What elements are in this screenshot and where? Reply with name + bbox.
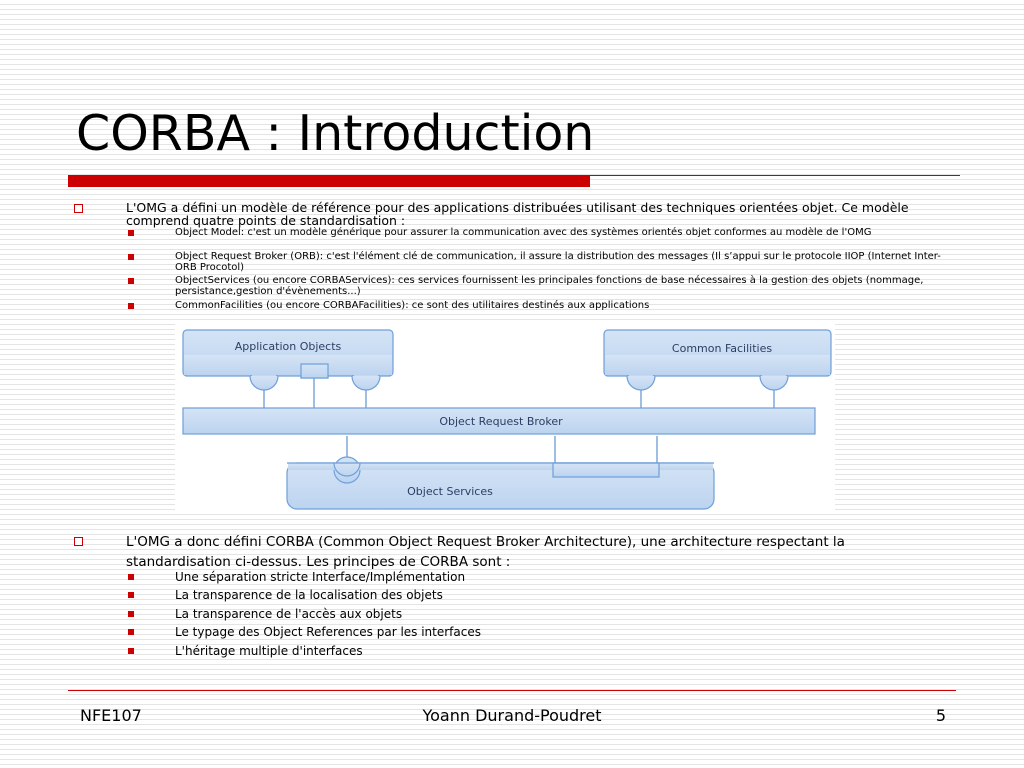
facility-box-fill <box>605 355 830 375</box>
principles-bullet-text: L'OMG a donc défini CORBA (Common Object Request Broker Architecture), une architecture respectant la standardisation ci-dessus. Les principes de CORBA sont : <box>126 534 845 570</box>
filled-square-bullet-icon <box>128 574 134 580</box>
title-rule-thin <box>590 175 960 176</box>
filled-square-bullet-icon <box>128 303 134 309</box>
principle-item: Le typage des Object References par les interfaces <box>175 625 481 639</box>
principle-item: La transparence de la localisation des objets <box>175 588 443 602</box>
filled-square-bullet-icon <box>128 592 134 598</box>
footer-rule <box>68 690 956 691</box>
footer-course-code: NFE107 <box>80 706 142 725</box>
slide-title: CORBA : Introduction <box>76 105 595 162</box>
filled-square-bullet-icon <box>128 278 134 284</box>
intro-item-common-facilities: CommonFacilities (ou encore CORBAFacilities): ce sont des utilitaires destinés aux applications <box>175 300 650 311</box>
filled-square-bullet-icon <box>128 611 134 617</box>
oma-diagram-svg <box>175 322 835 512</box>
footer-page-number: 5 <box>935 706 946 725</box>
intro-item-orb: Object Request Broker (ORB): c'est l'élément clé de communication, il assure la distribution des messages (Il s’appui sur le protocole IIOP (Internet Inter-ORB Procotol) <box>175 251 941 273</box>
object-services-label: Object Services <box>407 485 493 498</box>
principle-item: La transparence de l'accès aux objets <box>175 607 403 621</box>
square-bullet-icon <box>74 537 83 546</box>
square-bullet-icon <box>74 204 83 213</box>
oma-architecture-diagram <box>175 322 835 512</box>
filled-square-bullet-icon <box>128 629 134 635</box>
footer-author: Yoann Durand-Poudret <box>422 706 602 725</box>
service-interface-square-icon <box>553 463 659 477</box>
filled-square-bullet-icon <box>128 648 134 654</box>
principle-item: L'héritage multiple d'interfaces <box>175 644 363 658</box>
orb-label: Object Request Broker <box>439 415 563 428</box>
intro-item-object-model: Object Model: c'est un modèle générique pour assurer la communication avec des systèmes orientés objet conformes au modèle de l'OMG <box>175 227 872 238</box>
filled-square-bullet-icon <box>128 254 134 260</box>
common-facilities-label: Common Facilities <box>671 342 773 355</box>
intro-bullet-text: L'OMG a défini un modèle de référence pour des applications distribuées utilisant des techniques orientées objet. Ce modèle comprend quatre points de standardisation : <box>126 200 909 228</box>
intro-item-object-services: ObjectServices (ou encore CORBAServices): ces services fournissent les principales fonctions de base nécessaires à la gestion des objets (nommage, persistance,gestion d'évènements...) <box>175 275 924 297</box>
principle-item: Une séparation stricte Interface/Implémentation <box>175 570 466 584</box>
app-box-fill <box>184 355 392 375</box>
title-rule-thick <box>68 175 590 187</box>
filled-square-bullet-icon <box>128 230 134 236</box>
application-objects-label: Application Objects <box>234 340 342 353</box>
